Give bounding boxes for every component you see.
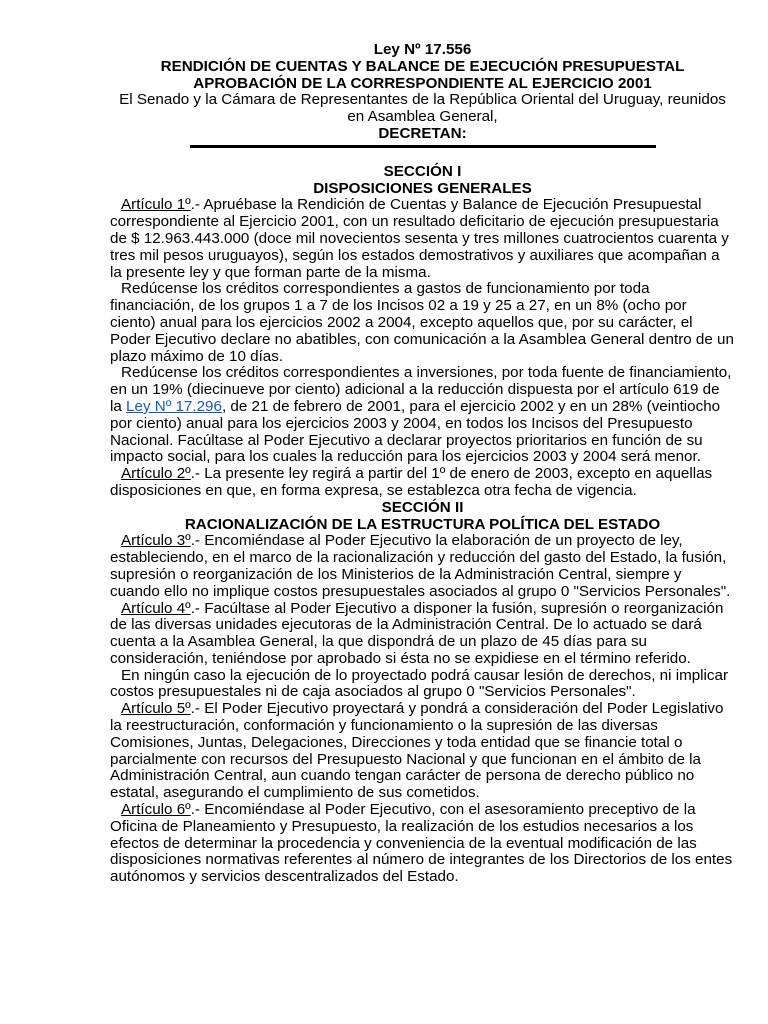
article-3-label[interactable]: Artículo 3º bbox=[121, 532, 191, 550]
article-2-text: .- La presente ley regirá a partir del 1º de enero de 2003, excepto en aquellas disposiciones en que, en forma expresa, se establezca otra fecha de vigencia. bbox=[110, 465, 717, 499]
section-2-heading: SECCIÓN II bbox=[381, 498, 464, 516]
article-5-text: .- El Poder Ejecutivo proyectará y pondrá a consideración del Poder Legislativo la reestructuración, conformación y funcionamiento o la supresión de las diversas Comisiones, Juntas, Delegaciones, Direcciones y toda entidad que se financie total o parcialmente con recursos del Presupuesto Nacional y que funcionan en el ámbito de la Administración Central, aun cuando tengan carácter de persona de derecho público no estatal, asegurando el cumplimiento de sus cometidos. bbox=[110, 700, 728, 802]
section-2-subheading: RACIONALIZACIÓN DE LA ESTRUCTURA POLÍTICA DEL ESTADO bbox=[184, 515, 661, 533]
law-title-line-2: APROBACIÓN DE LA CORRESPONDIENTE AL EJERCICIO 2001 bbox=[193, 74, 652, 92]
header-divider bbox=[190, 145, 656, 148]
article-1-paragraph-3-start: Redúcense los créditos correspondientes a inversiones, por toda fuente de financiamiento, en un 19% (diecinueve por ciento) adicional a la reducción dispuesta por el artículo 619 de la bbox=[110, 364, 736, 415]
article-4 bbox=[110, 601, 735, 668]
section-1-heading: SECCIÓN I bbox=[383, 162, 462, 180]
article-3 bbox=[110, 533, 735, 600]
preamble: El Senado y la Cámara de Representantes de la República Oriental del Uruguay, reunidos en Asamblea General, bbox=[119, 91, 726, 126]
article-1-paragraph-3-end: , de 21 de febrero de 2001, para el ejercicio 2002 y en un 28% (veintiocho por ciento) anual para los ejercicios 2003 y 2004, en todos los Incisos del Presupuesto Nacional. Facúltase al Poder Ejecutivo a declarar proyectos prioritarios en función de su impacto social, para los cuales la reducción para los ejercicios 2003 y 2004 será menor. bbox=[110, 397, 725, 466]
article-2 bbox=[110, 466, 735, 500]
article-1-label[interactable]: Artículo 1º bbox=[121, 196, 191, 214]
article-5-label[interactable]: Artículo 5º bbox=[121, 700, 191, 718]
article-6-text: .- Encomiéndase al Poder Ejecutivo, con el asesoramiento preceptivo de la Oficina de Planeamiento y Presupuesto, la realización de los estudios necesarios a los efectos de determinar la procedencia y conveniencia de la eventual modificación de las disposiciones normativas referentes al número de integrantes de los Directorios de los entes autónomos y servicios descentralizados del Estado. bbox=[110, 801, 737, 886]
article-3-text: .- Encomiéndase al Poder Ejecutivo la elaboración de un proyecto de ley, estableciendo, en el marco de la racionalización y reducción del gasto del Estado, la fusión, supresión o reorganización de los Ministerios de la Administración Central, siempre y cuando ello no implique costos presupuestales asociados al grupo 0 "Servicios Personales". bbox=[110, 532, 731, 600]
article-1 bbox=[110, 197, 735, 281]
article-1-paragraph-3 bbox=[110, 365, 735, 466]
article-4-label[interactable]: Artículo 4º bbox=[121, 599, 191, 617]
article-2-label[interactable]: Artículo 2º bbox=[121, 465, 191, 483]
law-17296-link[interactable]: Ley Nº 17.296 bbox=[126, 397, 222, 415]
article-6 bbox=[110, 802, 735, 886]
article-5 bbox=[110, 701, 735, 802]
law-number: Ley Nº 17.556 bbox=[373, 41, 472, 58]
article-4-paragraph-2: En ningún caso la ejecución de lo proyectado podrá causar lesión de derechos, ni implicar costos presupuestales ni de caja asociados al grupo 0 "Servicios Personales". bbox=[110, 666, 733, 701]
article-1-paragraph-2: Redúcense los créditos correspondientes a gastos de funcionamiento por toda financiación, de los grupos 1 a 7 de los Incisos 02 a 19 y 25 a 27, en un 8% (ocho por ciento) anual para los ejercicios 2002 a 2004, excepto aquellos que, por su carácter, el Poder Ejecutivo declare no abatibles, con comunicación a la Asamblea General dentro de un plazo máximo de 10 días. bbox=[110, 280, 739, 365]
law-title-line-1: RENDICIÓN DE CUENTAS Y BALANCE DE EJECUCIÓN PRESUPUESTAL bbox=[160, 57, 685, 75]
article-4-text: .- Facúltase al Poder Ejecutivo a disponer la fusión, supresión o reorganización de las diversas unidades ejecutoras de la Administración Central. De lo actuado se dará cuenta a la Asamblea General, la que dispondrá de un plazo de 45 días para su consideración, teniéndose por aprobado si ésta no se expidiese en el término referido. bbox=[110, 599, 728, 667]
article-1-text: .- Apruébase la Rendición de Cuentas y Balance de Ejecución Presupuestal correspondiente al Ejercicio 2001, con un resultado deficitario de ejecución presupuestaria de $ 12.963.443.000 (doce mil novecientos sesenta y tres millones cuatrocientos cuarenta y tres mil pesos uruguayos), según los estados demostrativos y auxiliares que acompañan a la presente ley y que forman parte de la misma. bbox=[110, 196, 734, 281]
decree-heading: DECRETAN: bbox=[378, 124, 467, 142]
section-1-subheading: DISPOSICIONES GENERALES bbox=[313, 179, 532, 197]
article-6-label[interactable]: Artículo 6º bbox=[121, 801, 191, 819]
law-document bbox=[110, 41, 739, 886]
